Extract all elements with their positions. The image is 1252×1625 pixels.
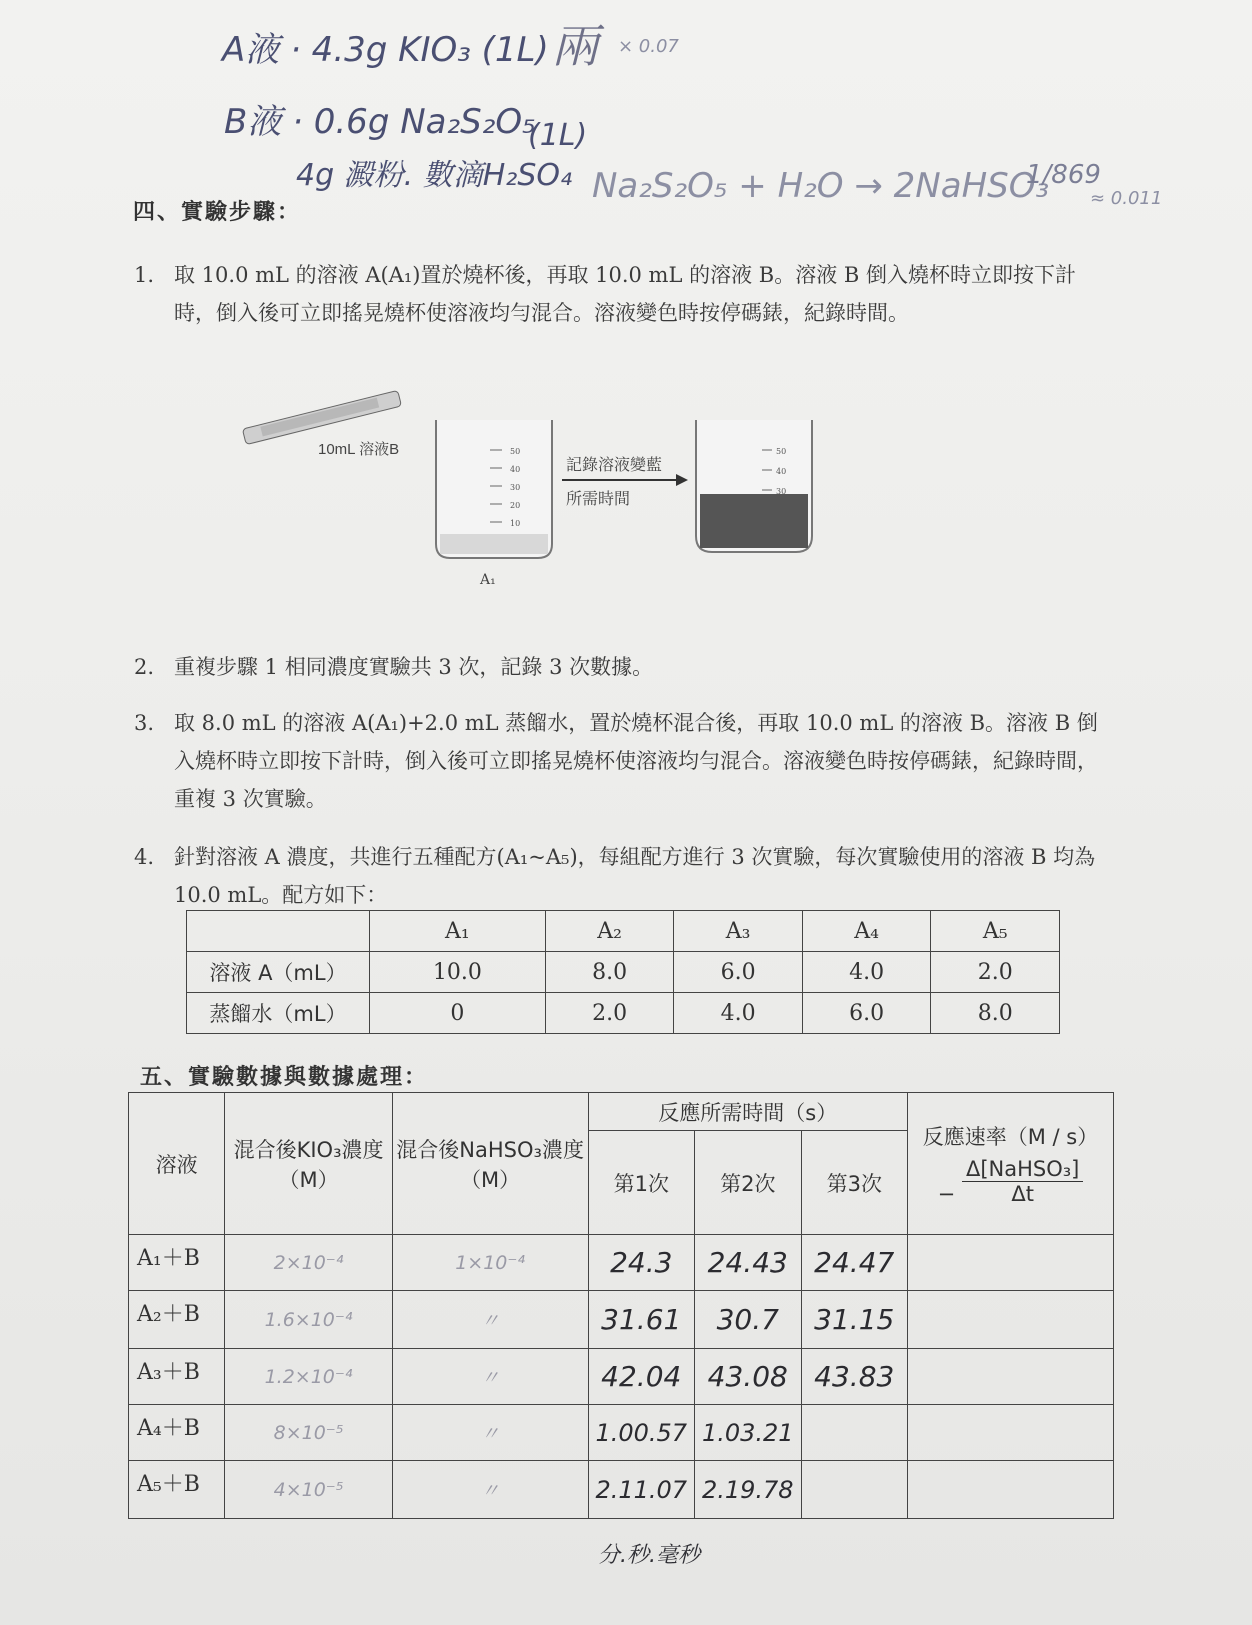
data-row-a2 (129, 1291, 1114, 1349)
handwritten-solution-b-additives: 4g 澱粉. 數滴H₂SO₄ (296, 158, 573, 193)
data-row-a1 (129, 1235, 1114, 1291)
recipe-cell: 8.0 (545, 952, 674, 993)
arrow-label-2: 所需時間 (566, 491, 631, 508)
data-header-row-1 (129, 1093, 1114, 1131)
beaker1-tick-50: 50 (510, 447, 521, 456)
trial-3-cell (801, 1461, 908, 1519)
header-time-group: 反應所需時間（s） (588, 1093, 908, 1131)
trial-2-cell: 43.08 (695, 1349, 802, 1405)
recipe-col-a2: A₂ (545, 911, 674, 952)
beaker1-tick-40: 40 (510, 465, 521, 474)
beaker2-tick-50: 50 (776, 447, 787, 456)
recipe-header-row (187, 911, 1060, 952)
handwritten-fraction: 1/869 (1026, 160, 1101, 190)
data-row-a3 (129, 1349, 1114, 1405)
recipe-cell: 4.0 (802, 952, 931, 993)
row-label: A₁＋B (129, 1235, 225, 1291)
recipe-cell: 0 (370, 993, 546, 1034)
kio3-cell: 2×10⁻⁴ (225, 1235, 392, 1291)
data-row-a5 (129, 1461, 1114, 1519)
header-trial-1: 第1次 (588, 1131, 695, 1235)
trial-2-cell: 24.43 (695, 1235, 802, 1291)
recipe-col-a3: A₃ (674, 911, 803, 952)
experiment-figure (240, 384, 860, 604)
handwritten-solution-b: B液 · 0.6g Na₂S₂O₅ (224, 102, 536, 142)
header-nahso3: 混合後NaHSO₃濃度（M） (392, 1093, 588, 1235)
recipe-table (186, 910, 1060, 1034)
step-2 (134, 648, 1114, 686)
header-rate-title: 反應速率（M / s） (922, 1125, 1099, 1149)
kio3-cell: 8×10⁻⁵ (225, 1405, 392, 1461)
beaker1-tick-10: 10 (510, 519, 521, 528)
header-rate-denominator: Δt (1011, 1182, 1034, 1206)
header-rate-numerator: Δ[NaHSO₃] (962, 1157, 1083, 1182)
step-1-text: 取 10.0 mL 的溶液 A(A₁)置於燒杯後，再取 10.0 mL 的溶液 B。溶液 B 倒入燒杯時立即按下計時，倒入後可立即搖晃燒杯使溶液均勻混合。溶液變色時按停碼錶，紀錄時間。 (174, 263, 1076, 325)
beaker2-tick-40: 40 (776, 467, 787, 476)
trial-2-cell: 1.03.21 (695, 1405, 802, 1461)
beaker2-tick-30: 30 (776, 487, 787, 496)
header-rate-fraction (962, 1157, 1083, 1206)
nahso3-cell: 〃 (392, 1349, 588, 1405)
header-kio3: 混合後KIO₃濃度（M） (225, 1093, 392, 1235)
row-label: A₃＋B (129, 1349, 225, 1405)
trial-3-cell: 24.47 (801, 1235, 908, 1291)
handwritten-mark: 兩 (552, 19, 598, 73)
row-label: A₅＋B (129, 1461, 225, 1519)
pipette-icon (242, 390, 401, 444)
recipe-col-a4: A₄ (802, 911, 931, 952)
trial-3-cell: 43.83 (801, 1349, 908, 1405)
blue-beaker-icon (696, 420, 812, 552)
recipe-col-a1: A₁ (370, 911, 546, 952)
section-4-heading: 四、實驗步驟： (133, 199, 302, 225)
trial-3-cell: 31.15 (801, 1291, 908, 1349)
trial-1-cell: 24.3 (588, 1235, 695, 1291)
empty-beaker-icon (436, 420, 552, 558)
handwritten-equation: Na₂S₂O₅ + H₂O → 2NaHSO₃ (592, 166, 1050, 206)
nahso3-cell: 〃 (392, 1405, 588, 1461)
row-label: A₄＋B (129, 1405, 225, 1461)
recipe-col-a5: A₅ (931, 911, 1060, 952)
recipe-cell: 4.0 (674, 993, 803, 1034)
step-2-text: 重複步驟 1 相同濃度實驗共 3 次，記錄 3 次數據。 (174, 655, 654, 679)
trial-1-cell: 31.61 (588, 1291, 695, 1349)
kio3-cell: 1.2×10⁻⁴ (225, 1349, 392, 1405)
step-2-number: 2. (134, 655, 155, 679)
trial-1-cell: 1.00.57 (588, 1405, 695, 1461)
beaker1-tick-30: 30 (510, 483, 521, 492)
time-format-note: 分.秒.毫秒 (598, 1543, 700, 1568)
header-rate (908, 1093, 1114, 1235)
row-label: A₂＋B (129, 1291, 225, 1349)
recipe-corner-cell (187, 911, 370, 952)
step-4-number: 4. (134, 845, 155, 869)
beaker1-tick-20: 20 (510, 501, 521, 510)
handwritten-volume: (1L) (528, 118, 588, 153)
handwritten-solution-a: A液 · 4.3g KIO₃ (1L) (222, 30, 549, 70)
trial-1-cell: 42.04 (588, 1349, 695, 1405)
recipe-row-solution-a (187, 952, 1060, 993)
step-3-text: 取 8.0 mL 的溶液 A(A₁)+2.0 mL 蒸餾水，置於燒杯混合後，再取 10.0 mL 的溶液 B。溶液 B 倒入燒杯時立即按下計時，倒入後可立即搖晃燒杯使溶液均勻混合。溶液變色時按停碼錶，紀錄時間，重複 3 次實驗。 (174, 711, 1098, 811)
nahso3-cell: 1×10⁻⁴ (392, 1235, 588, 1291)
rate-cell (908, 1461, 1114, 1519)
recipe-row-water (187, 993, 1060, 1034)
trial-2-cell: 2.19.78 (695, 1461, 802, 1519)
rate-cell (908, 1291, 1114, 1349)
kio3-cell: 4×10⁻⁵ (225, 1461, 392, 1519)
pipette-label: 10mL 溶液B (318, 441, 400, 458)
step-1 (134, 256, 1114, 332)
handwritten-fraction-note: ≈ 0.011 (1090, 188, 1163, 209)
recipe-row-label: 蒸餾水（mL） (187, 993, 370, 1034)
header-rate-minus: − (937, 1182, 956, 1206)
recipe-cell: 8.0 (931, 993, 1060, 1034)
beaker-label: A₁ (480, 572, 496, 588)
nahso3-cell: 〃 (392, 1291, 588, 1349)
trial-2-cell: 30.7 (695, 1291, 802, 1349)
step-3 (134, 704, 1114, 818)
step-4 (134, 838, 1114, 914)
header-solution: 溶液 (129, 1093, 225, 1235)
header-trial-3: 第3次 (801, 1131, 908, 1235)
recipe-cell: 6.0 (802, 993, 931, 1034)
rate-cell (908, 1349, 1114, 1405)
recipe-cell: 2.0 (545, 993, 674, 1034)
handwritten-mark-note: × 0.07 (618, 36, 679, 57)
recipe-cell: 2.0 (931, 952, 1060, 993)
section-5-heading: 五、實驗數據與數據處理： (140, 1064, 429, 1090)
recipe-cell: 10.0 (370, 952, 546, 993)
data-row-a4 (129, 1405, 1114, 1461)
kio3-cell: 1.6×10⁻⁴ (225, 1291, 392, 1349)
arrow-head-icon (676, 474, 688, 486)
recipe-cell: 6.0 (674, 952, 803, 993)
data-table (128, 1092, 1114, 1519)
header-trial-2: 第2次 (695, 1131, 802, 1235)
step-1-number: 1. (134, 263, 155, 287)
rate-cell (908, 1235, 1114, 1291)
nahso3-cell: 〃 (392, 1461, 588, 1519)
step-3-number: 3. (134, 711, 155, 735)
trial-1-cell: 2.11.07 (588, 1461, 695, 1519)
step-4-text: 針對溶液 A 濃度，共進行五種配方(A₁~A₅)，每組配方進行 3 次實驗，每次實驗使用的溶液 B 均為 10.0 mL。配方如下： (174, 845, 1096, 907)
arrow-label-1: 記錄溶液變藍 (566, 457, 663, 474)
rate-cell (908, 1405, 1114, 1461)
recipe-row-label: 溶液 A（mL） (187, 952, 370, 993)
trial-3-cell (801, 1405, 908, 1461)
